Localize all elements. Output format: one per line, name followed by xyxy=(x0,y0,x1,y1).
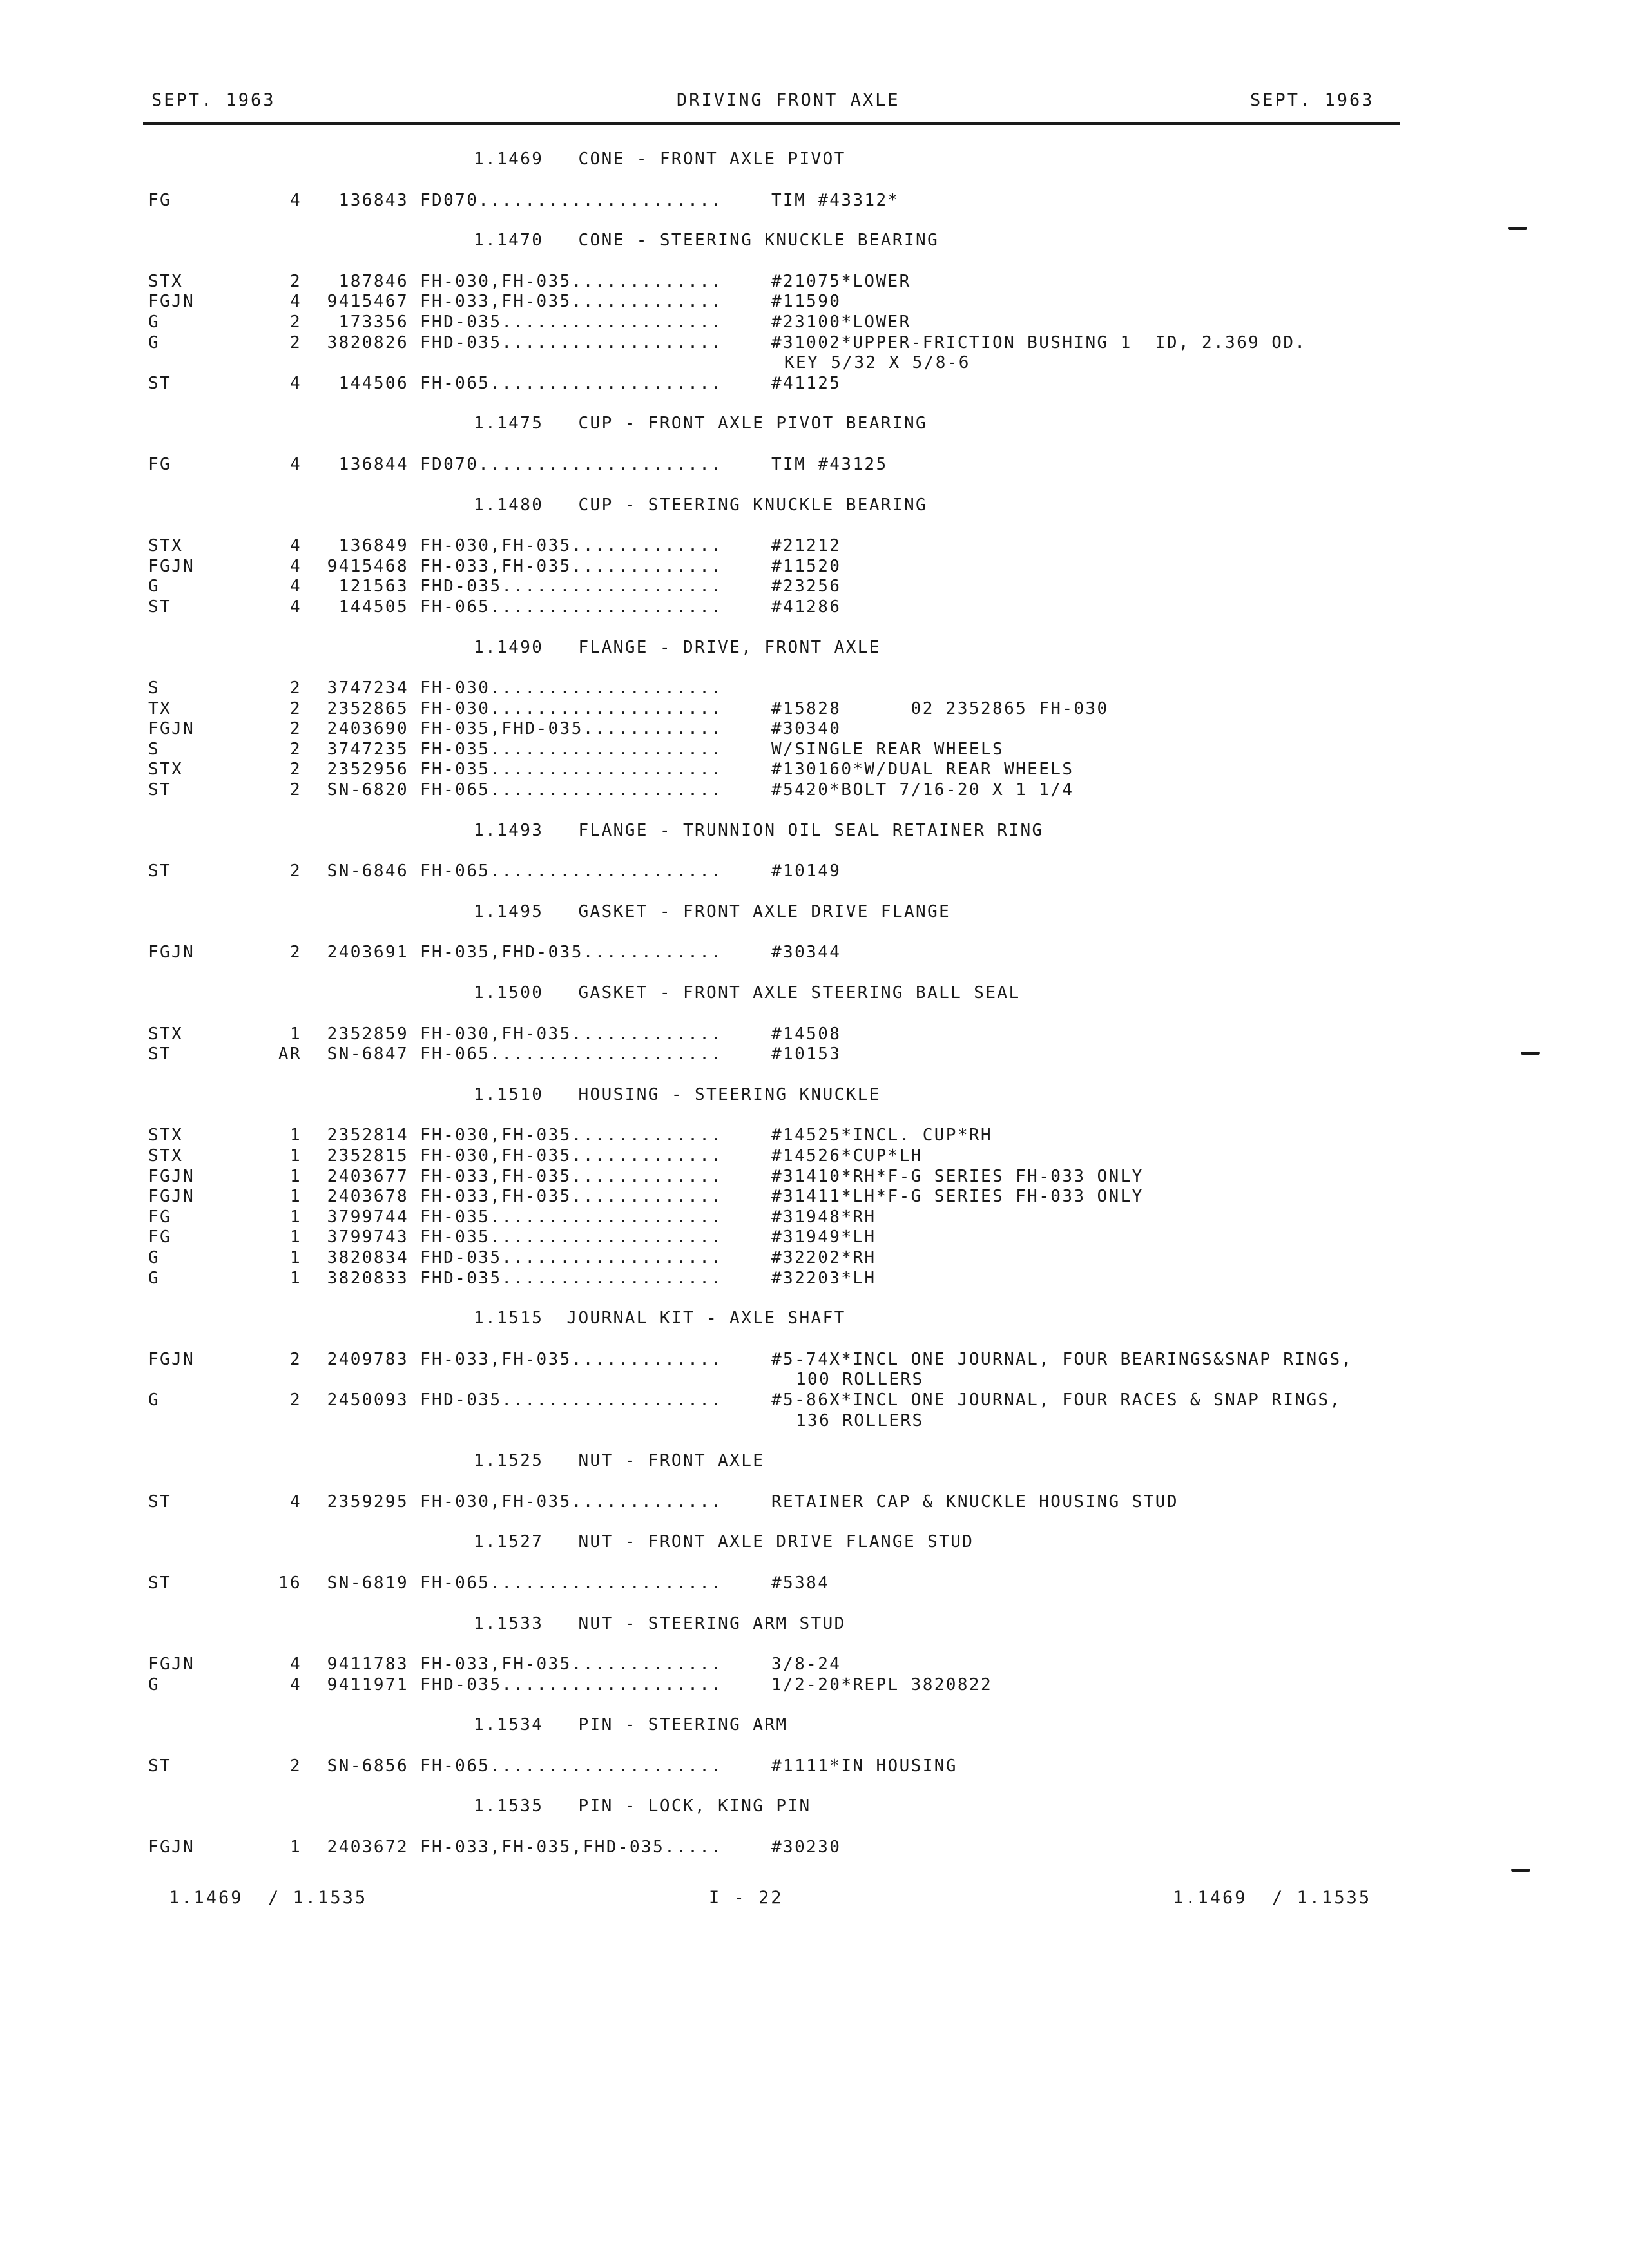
applicable-models: FH-030.................... xyxy=(420,678,723,698)
part-description: #31410*RH*F-G SERIES FH-033 ONLY xyxy=(771,1166,1144,1186)
part-description: W/SINGLE REAR WHEELS xyxy=(771,739,1005,759)
part-row xyxy=(148,1269,1437,1289)
model-code: ST xyxy=(148,1492,172,1512)
part-row xyxy=(148,1655,1437,1675)
part-number: 2352956 xyxy=(327,760,409,780)
applicable-models: FHD-035................... xyxy=(420,332,723,352)
quantity: 2 xyxy=(289,739,302,759)
part-description: #1111*IN HOUSING xyxy=(771,1756,958,1776)
part-row xyxy=(148,1492,1437,1513)
part-number: 2403678 xyxy=(327,1187,409,1207)
model-code: ST xyxy=(148,861,172,881)
part-row xyxy=(148,1227,1437,1248)
applicable-models: FH-033,FH-035............. xyxy=(420,1166,723,1186)
quantity: 1 xyxy=(289,1187,302,1207)
model-code: FGJN xyxy=(148,1187,195,1207)
part-number: 2352815 xyxy=(327,1146,409,1166)
applicable-models: FH-030.................... xyxy=(420,698,723,718)
part-row xyxy=(148,1390,1437,1411)
part-description: #14526*CUP*LH xyxy=(771,1146,923,1166)
quantity: 2 xyxy=(289,332,302,352)
model-code: ST xyxy=(148,780,172,800)
part-number: 3747234 xyxy=(327,678,409,698)
part-number: 9415467 xyxy=(327,292,409,312)
model-code: ST xyxy=(148,597,172,617)
applicable-models: FH-035,FHD-035............ xyxy=(420,943,723,963)
margin-tick-mark xyxy=(1521,1052,1540,1055)
model-code: G xyxy=(148,577,160,597)
part-number: 3820833 xyxy=(327,1268,409,1288)
margin-tick-mark xyxy=(1508,227,1527,230)
quantity: 2 xyxy=(289,943,302,963)
margin-tick-mark xyxy=(1511,1869,1530,1872)
part-description: TIM #43312* xyxy=(771,190,900,210)
section-title: 1.1469 CONE - FRONT AXLE PIVOT xyxy=(474,149,846,169)
part-row xyxy=(148,292,1437,312)
part-row xyxy=(148,1044,1437,1065)
part-description: #21075*LOWER xyxy=(771,271,911,291)
part-row xyxy=(148,1126,1437,1146)
model-code: S xyxy=(148,678,160,698)
quantity: AR xyxy=(278,1044,302,1064)
part-number: 3820826 xyxy=(327,332,409,352)
part-description: #14525*INCL. CUP*RH xyxy=(771,1126,993,1146)
quantity: 1 xyxy=(289,1207,302,1227)
quantity: 2 xyxy=(289,780,302,800)
part-number: SN-6820 xyxy=(327,780,409,800)
applicable-models: FH-033,FH-035............. xyxy=(420,556,723,576)
header-date-left: SEPT. 1963 xyxy=(151,90,276,110)
applicable-models: FH-033,FH-035............. xyxy=(420,1655,723,1675)
part-row xyxy=(148,780,1437,801)
quantity: 1 xyxy=(289,1146,302,1166)
quantity: 4 xyxy=(289,292,302,312)
model-code: FGJN xyxy=(148,1166,195,1186)
part-description: #31411*LH*F-G SERIES FH-033 ONLY xyxy=(771,1187,1144,1207)
section-entries xyxy=(148,1126,1437,1289)
applicable-models: FHD-035................... xyxy=(420,577,723,597)
part-description: #11520 xyxy=(771,556,842,576)
part-description: #23256 xyxy=(771,577,842,597)
part-row xyxy=(148,1187,1437,1207)
part-description: #10149 xyxy=(771,861,842,881)
model-code: STX xyxy=(148,760,184,780)
section-title: 1.1535 PIN - LOCK, KING PIN xyxy=(474,1796,811,1816)
part-number: 173356 xyxy=(338,312,409,332)
page-number: I - 22 xyxy=(709,1888,784,1908)
applicable-models: FH-033,FH-035............. xyxy=(420,1349,723,1369)
part-number: 136844 xyxy=(338,454,409,474)
part-row xyxy=(148,699,1437,720)
part-row xyxy=(148,374,1437,394)
part-row xyxy=(148,536,1437,557)
part-number: 136849 xyxy=(338,536,409,556)
part-description: #30344 xyxy=(771,943,842,963)
section-entries xyxy=(148,191,1437,211)
applicable-models: FHD-035................... xyxy=(420,1675,723,1695)
quantity: 16 xyxy=(278,1573,302,1593)
part-row xyxy=(148,1838,1437,1858)
part-number: 3747235 xyxy=(327,739,409,759)
applicable-models: FHD-035................... xyxy=(420,312,723,332)
model-code: S xyxy=(148,739,160,759)
part-description: #14508 xyxy=(771,1024,842,1044)
applicable-models: FH-065.................... xyxy=(420,1756,723,1776)
model-code: G xyxy=(148,332,160,352)
part-row xyxy=(148,943,1437,963)
part-number: 2450093 xyxy=(327,1390,409,1410)
part-row xyxy=(148,1024,1437,1045)
quantity: 2 xyxy=(289,1349,302,1369)
quantity: 4 xyxy=(289,536,302,556)
applicable-models: FH-030,FH-035............. xyxy=(420,1024,723,1044)
part-number: SN-6847 xyxy=(327,1044,409,1064)
part-number: 2352865 xyxy=(327,698,409,718)
section-entries xyxy=(148,1024,1437,1065)
applicable-models: FH-035.................... xyxy=(420,760,723,780)
part-row xyxy=(148,740,1437,760)
footer-range-left: 1.1469 / 1.1535 xyxy=(169,1888,368,1908)
part-description: #11590 xyxy=(771,292,842,312)
parts-list xyxy=(148,149,1437,1878)
quantity: 4 xyxy=(289,190,302,210)
part-row xyxy=(148,1350,1437,1370)
model-code: G xyxy=(148,1247,160,1267)
part-row xyxy=(148,1167,1437,1187)
applicable-models: FHD-035................... xyxy=(420,1268,723,1288)
applicable-models: FH-035.................... xyxy=(420,1227,723,1247)
part-number: 2403691 xyxy=(327,943,409,963)
part-number: 144506 xyxy=(338,373,409,393)
part-description: #5-74X*INCL ONE JOURNAL, FOUR BEARINGS&SNAP RINGS, xyxy=(771,1349,1353,1369)
model-code: FGJN xyxy=(148,556,195,576)
part-description: #30230 xyxy=(771,1838,842,1858)
quantity: 2 xyxy=(289,760,302,780)
section-title: 1.1515 JOURNAL KIT - AXLE SHAFT xyxy=(474,1309,846,1329)
part-number: 2403677 xyxy=(327,1166,409,1186)
part-row xyxy=(148,557,1437,577)
applicable-models: FHD-035................... xyxy=(420,1247,723,1267)
quantity: 1 xyxy=(289,1166,302,1186)
part-row xyxy=(148,1573,1437,1594)
applicable-models: FD070..................... xyxy=(420,190,723,210)
quantity: 2 xyxy=(289,1390,302,1410)
footer-range-right: 1.1469 / 1.1535 xyxy=(1173,1888,1372,1908)
model-code: FGJN xyxy=(148,1838,195,1858)
quantity: 2 xyxy=(289,312,302,332)
applicable-models: FH-030,FH-035............. xyxy=(420,536,723,556)
part-number: 3799744 xyxy=(327,1207,409,1227)
part-row xyxy=(148,861,1437,882)
applicable-models: FH-065.................... xyxy=(420,1573,723,1593)
section-entries xyxy=(148,1838,1437,1858)
quantity: 4 xyxy=(289,373,302,393)
part-description: #10153 xyxy=(771,1044,842,1064)
description-continuation: 100 ROLLERS xyxy=(796,1370,924,1390)
part-description: #21212 xyxy=(771,536,842,556)
model-code: TX xyxy=(148,698,172,718)
applicable-models: FH-030,FH-035............. xyxy=(420,1146,723,1166)
model-code: G xyxy=(148,312,160,332)
quantity: 1 xyxy=(289,1247,302,1267)
part-row xyxy=(148,760,1437,780)
part-number: 9411783 xyxy=(327,1655,409,1675)
part-description: #23100*LOWER xyxy=(771,312,911,332)
model-code: STX xyxy=(148,1126,184,1146)
model-code: ST xyxy=(148,373,172,393)
part-number: 144505 xyxy=(338,597,409,617)
part-row xyxy=(148,597,1437,618)
model-code: FG xyxy=(148,190,172,210)
quantity: 4 xyxy=(289,1675,302,1695)
applicable-models: FH-065.................... xyxy=(420,1044,723,1064)
part-description: #130160*W/DUAL REAR WHEELS xyxy=(771,760,1074,780)
part-description: #32202*RH xyxy=(771,1247,876,1267)
part-row xyxy=(148,455,1437,476)
section-title: 1.1534 PIN - STEERING ARM xyxy=(474,1715,788,1735)
part-number: 2409783 xyxy=(327,1349,409,1369)
part-number: 2403690 xyxy=(327,719,409,739)
section-entries xyxy=(148,678,1437,801)
section-entries xyxy=(148,1655,1437,1695)
section-entries xyxy=(148,455,1437,476)
model-code: FG xyxy=(148,454,172,474)
model-code: STX xyxy=(148,1024,184,1044)
model-code: ST xyxy=(148,1756,172,1776)
section-title: 1.1470 CONE - STEERING KNUCKLE BEARING xyxy=(474,231,940,251)
applicable-models: FH-033,FH-035,FHD-035..... xyxy=(420,1838,723,1858)
part-description: #30340 xyxy=(771,719,842,739)
applicable-models: FH-033,FH-035............. xyxy=(420,1187,723,1207)
part-row xyxy=(148,1146,1437,1167)
description-continuation: 136 ROLLERS xyxy=(796,1410,924,1430)
applicable-models: FH-033,FH-035............. xyxy=(420,292,723,312)
part-row xyxy=(148,1756,1437,1777)
model-code: FGJN xyxy=(148,1655,195,1675)
model-code: FGJN xyxy=(148,1349,195,1369)
applicable-models: FH-030,FH-035............. xyxy=(420,271,723,291)
part-description: #5420*BOLT 7/16-20 X 1 1/4 xyxy=(771,780,1074,800)
part-description: RETAINER CAP & KNUCKLE HOUSING STUD xyxy=(771,1492,1179,1512)
section-title: 1.1493 FLANGE - TRUNNION OIL SEAL RETAINER RING xyxy=(474,820,1044,840)
section-title: 1.1500 GASKET - FRONT AXLE STEERING BALL SEAL xyxy=(474,983,1021,1003)
quantity: 4 xyxy=(289,454,302,474)
part-description: #5384 xyxy=(771,1573,830,1593)
section-entries xyxy=(148,943,1437,963)
model-code: STX xyxy=(148,1146,184,1166)
section-title: 1.1527 NUT - FRONT AXLE DRIVE FLANGE STUD xyxy=(474,1532,974,1552)
part-number: 3799743 xyxy=(327,1227,409,1247)
section-entries xyxy=(148,1756,1437,1777)
quantity: 4 xyxy=(289,597,302,617)
quantity: 2 xyxy=(289,861,302,881)
applicable-models: FH-035,FHD-035............ xyxy=(420,719,723,739)
quantity: 4 xyxy=(289,1492,302,1512)
applicable-models: FH-065.................... xyxy=(420,861,723,881)
applicable-models: FH-030,FH-035............. xyxy=(420,1126,723,1146)
section-entries xyxy=(148,1350,1437,1431)
part-number: 121563 xyxy=(338,577,409,597)
quantity: 1 xyxy=(289,1024,302,1044)
part-description: 3/8-24 xyxy=(771,1655,842,1675)
section-entries xyxy=(148,1492,1437,1513)
applicable-models: FH-065.................... xyxy=(420,780,723,800)
header-rule xyxy=(143,122,1400,125)
section-title: 1.1490 FLANGE - DRIVE, FRONT AXLE xyxy=(474,637,881,657)
model-code: ST xyxy=(148,1044,172,1064)
part-row xyxy=(148,719,1437,740)
quantity: 4 xyxy=(289,577,302,597)
part-number: 187846 xyxy=(338,271,409,291)
header-title: DRIVING FRONT AXLE xyxy=(677,90,900,110)
part-number: 3820834 xyxy=(327,1247,409,1267)
part-row xyxy=(148,312,1437,333)
part-row xyxy=(148,333,1437,354)
model-code: G xyxy=(148,1390,160,1410)
model-code: FG xyxy=(148,1207,172,1227)
part-description: 1/2-20*REPL 3820822 xyxy=(771,1675,993,1695)
part-row xyxy=(148,577,1437,597)
part-number: 2403672 xyxy=(327,1838,409,1858)
quantity: 2 xyxy=(289,719,302,739)
quantity: 1 xyxy=(289,1838,302,1858)
section-entries xyxy=(148,861,1437,882)
section-title: 1.1525 NUT - FRONT AXLE xyxy=(474,1451,765,1471)
quantity: 1 xyxy=(289,1268,302,1288)
part-row xyxy=(148,1248,1437,1269)
model-code: ST xyxy=(148,1573,172,1593)
part-description: #41286 xyxy=(771,597,842,617)
quantity: 2 xyxy=(289,1756,302,1776)
model-code: STX xyxy=(148,536,184,556)
section-title: 1.1533 NUT - STEERING ARM STUD xyxy=(474,1613,846,1633)
part-number: 2359295 xyxy=(327,1492,409,1512)
quantity: 2 xyxy=(289,678,302,698)
part-description: #31949*LH xyxy=(771,1227,876,1247)
applicable-models: FH-035.................... xyxy=(420,739,723,759)
part-description: TIM #43125 xyxy=(771,454,888,474)
applicable-models: FD070..................... xyxy=(420,454,723,474)
model-code: FGJN xyxy=(148,719,195,739)
quantity: 4 xyxy=(289,556,302,576)
part-number: SN-6846 xyxy=(327,861,409,881)
part-number: 2352859 xyxy=(327,1024,409,1044)
part-number: 136843 xyxy=(338,190,409,210)
part-description: #32203*LH xyxy=(771,1268,876,1288)
part-row xyxy=(148,678,1437,699)
section-entries xyxy=(148,536,1437,617)
model-code: G xyxy=(148,1268,160,1288)
applicable-models: FH-035.................... xyxy=(420,1207,723,1227)
section-title: 1.1480 CUP - STEERING KNUCKLE BEARING xyxy=(474,495,928,515)
section-entries xyxy=(148,1573,1437,1594)
part-row xyxy=(148,272,1437,293)
applicable-models: FHD-035................... xyxy=(420,1390,723,1410)
model-code: STX xyxy=(148,271,184,291)
section-title: 1.1475 CUP - FRONT AXLE PIVOT BEARING xyxy=(474,414,928,434)
quantity: 2 xyxy=(289,698,302,718)
applicable-models: FH-065.................... xyxy=(420,373,723,393)
quantity: 2 xyxy=(289,271,302,291)
section-entries xyxy=(148,272,1437,394)
model-code: FGJN xyxy=(148,292,195,312)
part-row xyxy=(148,1207,1437,1228)
part-number: 9411971 xyxy=(327,1675,409,1695)
part-description: #41125 xyxy=(771,373,842,393)
header-date-right: SEPT. 1963 xyxy=(1250,90,1374,110)
part-number: SN-6819 xyxy=(327,1573,409,1593)
section-title: 1.1495 GASKET - FRONT AXLE DRIVE FLANGE xyxy=(474,901,951,921)
section-title: 1.1510 HOUSING - STEERING KNUCKLE xyxy=(474,1084,881,1104)
quantity: 4 xyxy=(289,1655,302,1675)
quantity: 1 xyxy=(289,1126,302,1146)
quantity: 1 xyxy=(289,1227,302,1247)
part-description: #31948*RH xyxy=(771,1207,876,1227)
part-row xyxy=(148,191,1437,211)
part-number: 9415468 xyxy=(327,556,409,576)
part-number: 2352814 xyxy=(327,1126,409,1146)
part-row xyxy=(148,1675,1437,1696)
part-description: #31002*UPPER-FRICTION BUSHING 1 ID, 2.369 OD. xyxy=(771,332,1307,352)
model-code: FG xyxy=(148,1227,172,1247)
applicable-models: FH-030,FH-035............. xyxy=(420,1492,723,1512)
model-code: FGJN xyxy=(148,943,195,963)
applicable-models: FH-065.................... xyxy=(420,597,723,617)
part-number: SN-6856 xyxy=(327,1756,409,1776)
model-code: G xyxy=(148,1675,160,1695)
description-continuation: KEY 5/32 X 5/8-6 xyxy=(784,353,970,373)
part-description: #5-86X*INCL ONE JOURNAL, FOUR RACES & SNAP RINGS, xyxy=(771,1390,1342,1410)
part-description: #15828 02 2352865 FH-030 xyxy=(771,698,1109,718)
